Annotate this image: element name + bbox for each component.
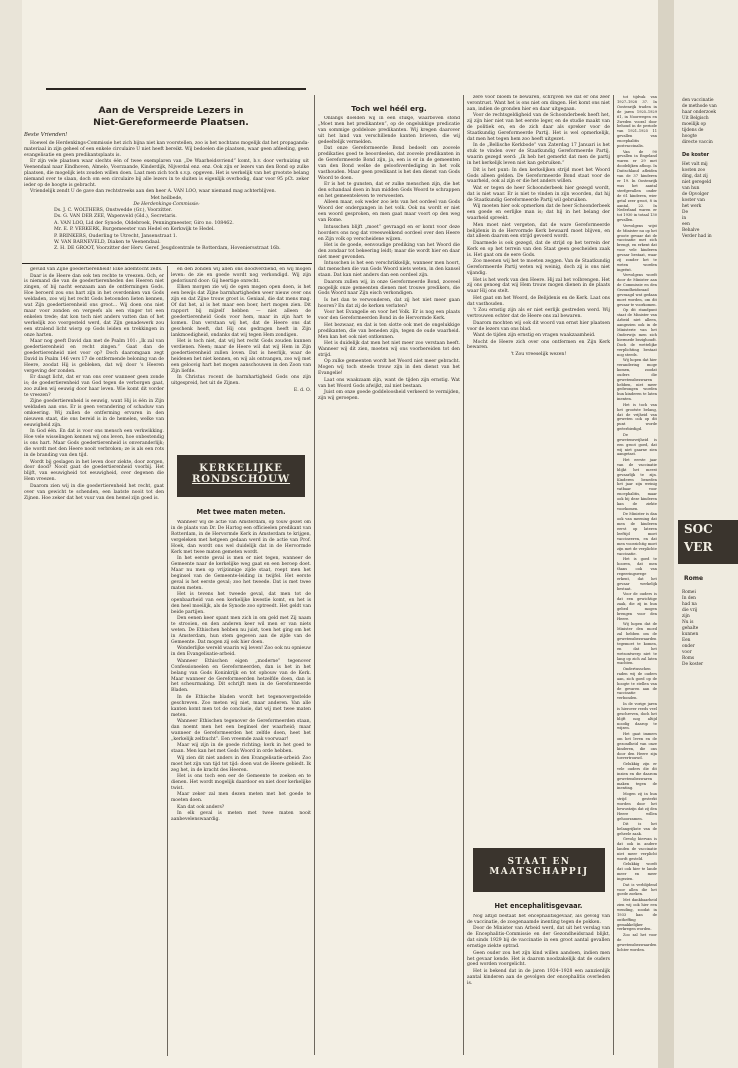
article6-body	[617, 95, 657, 1055]
body-paragraph: Dit is het belangrijkste van de geheele zaak.	[617, 822, 657, 836]
committee-member: Z. H. DE GROOT, Voorzitter der Herv. Geref. Jeugdcentrale te Rotterdam, Hoveniersstraat 16b.	[54, 246, 281, 252]
text-line: Romei	[682, 590, 696, 595]
body-paragraph: Het gaat om het Woord, de Belijdenis en de Kerk. Laat ons dat vasthouden.	[467, 295, 610, 307]
body-paragraph: zere voor bloem te bewaren, schrijven we dat er ons zeer verontrust. Want het is ons niet om dingen. Het komt ons niet aan, indien de gronden hier en daar uitgegaan.	[467, 95, 610, 112]
committee-heading: De Herdenkings-Commissie:	[133, 201, 200, 207]
body-paragraph: Het is toch niet, dat wij het recht Gods zouden kunnen verdienen. Neen; maar de Heere wil dat wij Hem in Zijn goedertierenheid zullen loven. Dat is heerlijk, waar de heidenen het niet kennen, en wij als ontvangen, zoo wij met een geloovig hart het mogen aanschouwen in den Zoon van Zijn liefde.	[171, 339, 311, 374]
text-line: directe vaccin	[682, 140, 713, 145]
text-line: haar onderzoek	[682, 110, 717, 115]
divider	[22, 263, 312, 264]
newspaper-page	[22, 0, 658, 1068]
body-paragraph: Het bezwaar, en dat is ten slotte ook met de ongelukkige predikanten, die van beneden zijn, tegen de oude waarheid. Men kan het ook niet ontkennen.	[318, 322, 460, 340]
body-paragraph: Gelukkig zijn er vele ouders die dit inzien en die daarom gewetensbezwaren maken tegen de inenting.	[617, 761, 657, 791]
text-line: van hun	[682, 185, 700, 191]
article1-body-column-2	[171, 267, 311, 453]
text-line: gehalte	[682, 626, 699, 631]
article4-body	[467, 95, 610, 843]
intro-paragraph: Vriendelijk zendt U de gave dan rechtstreeks aan den heer A. VAN LOO, waar niemand mag achterblijven.	[30, 189, 276, 195]
body-paragraph: Daarom mochten wij ook dit woord van ernst hier plaatsen voor de lezers van ons blad.	[467, 320, 610, 332]
body-paragraph: Wat er tegen de heer Schoonderbeek hier gezegd wordt, dat is niet waar. Er is niet te vinden in zijn woorden, dat hij de Staatkundig Gereformeerde Partij wil gebruiken.	[467, 185, 610, 203]
article2-title: Met twee maten meten.	[196, 508, 286, 516]
text-line: Uit Belgisch	[682, 116, 709, 121]
staat-en-maatschappij-banner	[473, 848, 605, 892]
body-paragraph: In de Ethische bladen wordt het tegenovergestelde geschreven. Zoo meten wij niet, maar anderen. Van alle kanten komt men tot de conclusie, dat wij met twee maten meten.	[171, 694, 311, 718]
body-paragraph: Daarom zien wij in die goedertierenheid het recht, gaat over van gewicht te schenden, een laatste nooit tot den Zijnen. Hoe zeker dat het vuur van den hemel zijn goed is.	[24, 483, 164, 501]
body-paragraph: Intusschen is het een verschrikkelijk, wanneer men hoort, dat menschen die van Gods Woord niets weten, in den kansel staan. Dat kan niet anders dan een oordeel zijn.	[318, 261, 460, 279]
body-paragraph: In elk geval is meten met twee maten nooit aanbevelenswaardig.	[171, 811, 311, 823]
text-line: In den	[682, 596, 696, 601]
body-paragraph: Kan dat ook anders?	[177, 804, 225, 810]
text-line: Een	[682, 638, 691, 643]
article1-title-line1: Aan de Verspreide Lezers in	[98, 105, 244, 116]
text-line: voor	[682, 650, 692, 655]
body-paragraph: Onlangs doelden wij in een stukje, waarboven stond „Moet men het predikanten”, op de ongelukkige predicatie van sommige goddeloze predikanten. Wij kregen daarover uit het land van verschillende kanten brieven, die wij gedeeltelijk vermelden.	[318, 116, 460, 145]
body-paragraph: Op dit standpunt staat de Minister van Arbeid niet alleen, aangezien ook in de Ministerie van het Onderwijs men zich hiermede bezighoudt. Doch de wettelijke verplichting bestaat nog steeds.	[617, 308, 657, 357]
text-line: moeilijk op	[682, 122, 706, 127]
greeting: Met heilbede,	[150, 195, 183, 201]
body-paragraph: Gelukkig wordt dat ook hier te lande meer en meer ingezien.	[617, 862, 657, 882]
article3-body	[318, 116, 460, 1056]
text-line: het werk	[682, 203, 702, 209]
text-line: kunnen	[682, 632, 699, 637]
text-line: die vrij	[682, 608, 698, 613]
body-paragraph: Want de tijden zijn ernstig en vragen waakzaamheid.	[473, 333, 596, 339]
body-paragraph: Men moet niet vergeten, dat de ware Gereformeerde belijdenis in de Hervormde Kerk bewaard moet blijven, en dat alleen daarom een strijd gevoerd wordt.	[467, 222, 610, 240]
committee-list	[24, 208, 309, 253]
page-spine	[658, 0, 674, 1068]
body-paragraph: Het is toch van het grootste belang, dat de vrijheid van geweten ook op dit punt worde geëerbiedigd.	[617, 402, 657, 432]
banner-line-2: MAATSCHAPPIJ	[489, 867, 589, 877]
body-paragraph: Het is bekend dat in de jaren 1924–1928 een aanzienlijk aantal kinderen aan de gevolgen der encephalitis overleden is.	[467, 968, 610, 986]
body-paragraph: Gevolg hiervan is dat ook in andere landen de vaccinatie niet meer verplicht wordt gesteld.	[617, 837, 657, 861]
intro-paragraph: Hoewel de Herdenkings-Commissie het zich bijna niet kan voorstellen, zoo is het nochtans mogelijk dat het propaganda-materiaal in zijn geheel of een enkele circulaire U niet heeft bereikt. Wij bedoelen die plaatsen, waar geen afdeeling, geen evangelisatie en geen predikantsplaats is.	[24, 141, 309, 158]
body-paragraph: Elken morgen zie wij de ogen mogen open doen, is het een bewijs dat Zijne barmhartigheden weer nieuw over ons zijn en dat Zijne trouw groot is. Geniaal, die dat mens mag. Of dat het, al is het maar een boer, hert mogen zien. Dit rapport bij mijzelf hebben — niet alleen de goedertierenheid Gods voor hem, maar in zijn hart te komen. Dan verstaan wij het, dat de Heere ons dat geschenk heeft, dat Hij ons gedragen heeft in Zijn lankmoedigheid, ondanks dat wij tegen Hem zondigen.	[171, 285, 311, 338]
body-paragraph: Op zulke gemeenten wordt het Woord niet meer gebracht. Mogen wij toch steeds trouw zijn in den dienst van het Evangelie!	[318, 359, 460, 377]
body-paragraph: Mogen zij in hun strijd gesterkt worden door het bewustzijn dat zij den Heere willen gehoorzamen.	[617, 791, 657, 821]
column-rule	[613, 95, 614, 1055]
kerkelijke-rondschouw-banner	[177, 455, 305, 497]
text-line: de methode van	[682, 104, 717, 109]
adjacent-banner	[678, 520, 738, 564]
banner-text: VER	[684, 540, 713, 554]
body-paragraph: gevuld van Zijne goedertierenheid! Elke ademtocht zelfs.	[30, 267, 163, 272]
body-paragraph: Wordt bij geslagen in het leven door ziekte, door zorgen, door dood? Nooit gaat de goedertierenheid voorbij. Het blijft, van eeuwigheid tot eeuwigheid, over degenen die Hem vreezen.	[24, 459, 164, 483]
banner-line-1: KERKELIJKE	[199, 463, 283, 474]
text-line: hoogte	[682, 134, 697, 139]
body-paragraph: In God één. En dat is voor ons mensch een verkwikking. Hoe vele wisselingen kennen wij ons leven, hoe onbestendig is ons hart. Maar Gods goedertierenheid is onveranderlijk; die wordt met den Heere nooit verbroken; ze is als een rots in de branding van den tijd.	[24, 429, 164, 459]
body-paragraph: Mocht de Heere zich over ons ontfermen en Zijn Kerk bewaren.	[467, 339, 610, 351]
body-paragraph: Juist om onze goede goddeloosheid verkeerd te vermijden, zijn wij geroepen.	[318, 390, 460, 401]
committee-member: Mr. E. P. VERKERK, Burgemeester van Hedel en Kerkwijk te Hedel.	[54, 227, 215, 233]
body-paragraph: In Christus rocent de barmhartigheid Gods ons zijn uitgespreid, het uit de Zijnen.	[171, 375, 311, 386]
body-paragraph: Het eerste jaar van de vaccinatie blijkt het meest gevaarlijk te zijn. Kinderen beneden het jaar zijn weinig vatbaar voor encephalitis, maar ook bij deze kinderen kan de ziekte voorkomen.	[617, 457, 657, 511]
banner-line-1: STAAT EN	[507, 857, 571, 867]
body-paragraph: Alleen maar, ook weder zoo iets van het oordeel van Gods Woord der ondergangen in het volk. Ook nu wordt er niet een woord gesproken, en men gaat maar voort op den weg van Rome.	[318, 200, 460, 224]
body-paragraph: Is het dan te verwonderen, dat zij het niet meer gaan hooren? En dat zij de kerken verlaten?	[318, 297, 460, 309]
adjacent-page-edge	[674, 0, 738, 1068]
body-paragraph: In de „Bellische Kerkbode” van Zaterdag 17 Januari is het stuk te vinden over de Staatkundig Gereformeerde Partij, waarin gezegd werd: „Ik heb het gemerkt dat men de partij in het kerkelijk leven niet kan gebruiken.”	[467, 143, 610, 167]
text-line: in	[682, 215, 687, 221]
body-paragraph: Voor de ouders is dat een gewichtige zaak, die zij in hun gebed mogen brengen voor den Heere.	[617, 592, 657, 621]
body-paragraph: Door de Minister van Arbeid werd, dat uit het verslag van de Encephalitis-Commissie en der Gezondheidsraad blijkt, dat sinds 1929 bij de vaccinatie in een groot aantal gevallen ernstige ziekte optrad.	[467, 926, 610, 950]
body-paragraph: Daar is de Heere dan ook ten rechte te vreezen. Och, er is niemand die van de goedertierenheden des Heeren niet zingen, of bij nacht eenzaam aan de ontfermingen Gods. Hoe beroerd zou ons hart zijn in het overdenken van Gods weldaden, zoo wij het recht Gods betoonden lieten kennen, wat Zijn goedertierenheid ons groot... Wij doen ons niet maar voor zonden en vergeefs als een vinger tot een enkelen trede; dat kon toch niet anders vatten dan of het werkelijk zoo voorgesteld werd, dat Zijn genadewerk zou een stralend licht wierp op Gods leiden en trekkingen in onze harten.	[24, 273, 164, 338]
body-paragraph: Vervolgens wijst de Minister nu op het groote gevaar dat de vaccinatie met zich brengt, en erkent dat voor vele kinderen gevaar bestaat, waar zij zonder het te weten worden ingeënt.	[617, 223, 657, 272]
body-paragraph: Zoo zal het voor de gewetensbezwaarden lichter worden.	[617, 932, 657, 952]
body-paragraph: Het is de goede, eenvoudige prediking van het Woord die den zondaar tot bekeering leidt; maar die wordt hier en daar niet meer gevonden.	[318, 243, 460, 260]
body-paragraph: Daarmede is ook gezegd, dat de strijd op het terrein der Kerk en op het terrein van den Staat geen gescheiden zaak is. Het gaat om de eere Gods.	[467, 240, 610, 258]
body-paragraph: Wanneer wij de actie van Amsterdam, op touw gezet om in de plaats van Dr. De Hartog een officieelen predikant van Rotterdam, in de Hervormde Kerk in Amsterdam te krijgen, vergeleken met hetgeen gedaan werd in de actie van Prof. Hoek, dan wordt ons wel duidelijk dat in de Hervormde Kerk met twee maten gemeten wordt.	[171, 520, 311, 555]
body-paragraph: Het is tevens het tweede geval, dat men tot de openbaarheid van een kerkelijke kwestie komt, en het is den heel moeilijk, als de Synode zoo optreedt. Het geldt van beide partijen.	[171, 592, 311, 615]
body-paragraph: Van de 90 gevallen in Engeland waren er 29 met doodelijken afloop. In Duitschland afleiden van de 37 kinderen er 19. In Oostenrijk was het aantal sterfgevallen onder de 61 kinderen, wier getal zeer groot, 8 in aantal, 22. In Nederland waren er tot 1930 in totaal 130 gevallen.	[617, 149, 657, 223]
body-paragraph: Wij hopen dat hier verandering moge komen, zoodat ouders die gewetensbezwaren hebben, niet meer gedwongen worden hun kinderen te laten inenten.	[617, 358, 657, 402]
article1-title-line2: Niet-Gereformeerde Plaatsen.	[93, 117, 249, 128]
body-paragraph: De Minister is dan ook van meening dat men de kinderen eerst op lateren leeftijd moet vaccineeren, en dat men voorzichtig moet zijn met de verplichte vaccinatie.	[617, 512, 657, 556]
body-paragraph: Daarom zullen wij, in onze Gereformeerde Bond, zooveel mogelijk onze gemeenten dienen met trouwe predikers, die Gods Woord naar Zijn eisch verkondigen.	[318, 279, 460, 297]
body-paragraph: Geen ouder zou het zijn kind willen aandoen, indien men het gevaar kende. Het is daarom noodzakelijk dat de ouders goed worden voorgelicht.	[467, 950, 610, 968]
column-rule	[314, 95, 315, 1055]
text-line: den vaccinatie	[682, 98, 714, 103]
body-paragraph: Het is goed te hooren, dat men thans ook van regeeringswege erkent, dat het gevaar werkelijk bestaat.	[617, 557, 657, 591]
body-paragraph: Dat is verblijdend voor allen die het goede zoeken.	[617, 882, 657, 897]
text-line: De koster	[682, 662, 704, 667]
text-line: tijdens de	[682, 128, 704, 133]
committee-member: P. BRINKERS, Ouderling te Utrecht, Jansenstraat 1.	[54, 233, 178, 239]
body-paragraph: Met dankbaarheid zien wij ook hier een wending, zoodat in 1933 kan de ontheffing gemakkelijker verkregen worden.	[617, 897, 657, 932]
body-paragraph: Wonderlijke wereld waarin wij leven! Zoo ook nu opnieuw in den Evangelisatie-arbeid.	[171, 646, 311, 658]
body-paragraph: Zijne goedertierenheid is eeuwig, want Hij is één in Zijn weldaden aan ons. Er is geen verandering of schaduw van omkeering. Wij zullen de ontferming ervaren in den nieuwen staat, die ons bereid is in de hemelen, welke van eeuwigheid zijn.	[24, 399, 164, 428]
committee-member: A. VAN LOO, Lid der Synode, Oldebroek, Penningmeester, Giro no. 108462.	[54, 220, 234, 226]
body-paragraph: Nog altijd bestaat het encephalitisgevaar, als gevolg van de vaccinatie, de zoogenaamde inenting tegen de pokken.	[467, 914, 610, 925]
text-line: onder	[682, 644, 695, 649]
body-paragraph: Het is duidelijk dat men het niet meer zoo verstaan heeft. Wanneer wij dit zien, moeten wij ons voorbereiden tot den strijd.	[318, 341, 460, 358]
body-paragraph: Dat onze Gereformeerde Bond bedoelt om zoovele predikaties goed te beoordeelen, dat zoovele predikanten in de Gereformeerde Bond zijn, ja, een is er in de gemeenten van den Bond welke de geloofsverdediging in het volk vasthouden. Maar geen predikant is het den dienst van Gods Woord te doen.	[318, 146, 460, 181]
committee-member: Ds. G. VAN DER ZEE, Wapenveld (Gld.), Secretaris.	[54, 214, 177, 220]
article1-body-column-1	[24, 267, 164, 1057]
article5-body	[467, 914, 610, 1056]
text-line: had na	[682, 602, 697, 607]
committee-member: Ds. J. C. WOLTHERS, Onstwedde (Gr.), Voorzitter.	[54, 207, 172, 213]
body-paragraph: Vervolgens wordt door de Minister aan de Commissie en den Gezondheidsraad gevraagd wat gedaan moet worden, om dit gevaar te voorkomen.	[617, 273, 657, 307]
column-rule	[463, 95, 464, 1055]
text-line: een	[682, 221, 690, 227]
body-paragraph: 't Zou ernstig zijn als er niet eerlijk gestreden werd. Wij vertrouwen echter dat de Heere ons zal bewaren.	[467, 308, 610, 320]
body-paragraph: Wij hopen dat de Minister den moed zal hebben om de gewetensbezwaarden tegemoet te komen, en dat het wetsontwerp niet te lang op zich zal laten wachten.	[617, 622, 657, 666]
text-line: kosten zoo	[682, 167, 706, 173]
body-paragraph: Wanneer Ethischen eigen „moderne” tegenover Confessioneelen en Gereformeerden, dan is het in het belang van Gods Koninkrijk en tot opbouw van de Kerk. Maar wanneer de Gereformeerden hetzelfde doen, dan is het scheurmaking. Dit schrijft men in de Gereformeerde Bladen.	[171, 658, 311, 694]
text-line: de Opvolger	[682, 191, 709, 197]
body-paragraph: Ondertusschen raden wij de ouders aan, zich goed op de hoogte te stellen van de gevaren aan de vaccinatie verbonden.	[617, 666, 657, 701]
body-paragraph: Het is ons toch een eer de Gemeente te zoeken en te dienen. Het wordt mogelijk daardoor en niet door kerkelijke twist.	[171, 774, 311, 791]
body-paragraph: Maar nog geeft David dan met de Psalm 101: „Ik zal van goedertierenheid en recht zingen.” Gaat dan de goedertierenheid niet voor op? Doch daaromgaan zegt David in Psalm 146 vers 17 de ontfermende beloning van de Heere, zoodat Hij is gebleken, dat wij door 's Heeren vergeving der zonden.	[24, 339, 164, 374]
article3-title: Toch wel héél erg.	[351, 104, 427, 113]
article5-title: Het encephalitisgevaar.	[494, 902, 583, 910]
body-paragraph: Wij zien dit niet anders in den Evangelisatie-arbeid: Zoo moet het zijn van tijd tot tijd: doen wat de Heere gebiedt. Ik zeg het, in de kracht des Heeren.	[171, 755, 311, 773]
body-paragraph: Het gaat immers om het leven en de gezondheid van onze kinderen, die ons door den Heere zijn toevertrouwd.	[617, 731, 657, 761]
body-paragraph: De gewetensvrijheid is een groot goed, dat wij niet gaarne zien aangetast.	[617, 432, 657, 457]
body-paragraph: Dit is het punt: In den kerkelijken strijd moet het Woord Gods alleen gelden. De Gereformeerde Bond staat voor de waarheid, ook al zijn er die het anders willen.	[467, 167, 610, 185]
text-line: zijn	[682, 614, 690, 619]
body-paragraph: Maar zeker zal men dezen meten met het goede te moeten doen.	[171, 792, 311, 804]
banner-line-2: RONDSCHOUW	[191, 474, 291, 485]
section-heading: Rome	[684, 575, 704, 582]
body-paragraph: tot tijdvak van 1927–1928 37. In Oostenrijk traden in de jaren 1925–1929 61, in Noorwegen en Zweden vooral door behoud in de periode van 1921–1925 11 gevallen van encephalitis postvaccinalis.	[617, 95, 657, 149]
signature: E. d. O.	[293, 387, 311, 393]
text-line: De	[682, 209, 688, 215]
body-paragraph: Den eenen keer spant men zich in om geld met Zij naam te strooien, en den anderen keer wil men er van niets weten. De Ethischen hebben nu juist, toen het ging om het in Amsterdam, hun stem gegeven aan de zijde van de Gemeente. Dat mogen zij ook hier doen.	[171, 616, 311, 645]
body-paragraph: Er daagt licht, dat er van ons over wanneer geen zonde is; de goedertierenheid van God tegen de verborgen gaat, zoo zullen wij eeuwig door haar leven. Wie komt dit vorder te vreezen?	[24, 375, 164, 398]
committee-member: W. VAN BARNEVELD, Diaken te Veenendaal.	[54, 239, 161, 245]
intro-paragraph: Er zijn vele plaatsen waar slechts één of twee exemplaren van „De Waarheidsvriend” komt, b.v. door verhuizing uit Veenendaal naar Eindhoven, Almelo, Voorzaande, Kinderdijk, Nijverdal enz. enz. Ook zijn er lezers van den Bond op zulke plaatsen, die mogelijk iets zouden willen doen. Laat men zich toch s.v.p. opgeven. Het is werkelijk van het grootste belang niemand over te slaan, doch om een circulaire bij alle lezers in te sluiten is eigenlijk overbodig, daar voor 95 pCt. zeker ieder op de hoogte is gebracht.	[24, 159, 309, 188]
salutation: Beste Vrienden!	[24, 132, 68, 138]
column-rule	[167, 266, 168, 1056]
text-line: Verder had in	[682, 233, 712, 239]
adjacent-page-text	[682, 590, 738, 668]
text-line: Roms	[682, 656, 695, 661]
body-paragraph: In de vorige jaren is hierover reeds veel geschreven, doch het blijft nog altijd noodig daarop te wijzen.	[617, 701, 657, 731]
body-paragraph: Zoo meenen wij het te moeten zeggen. Van de Staatkundig Gereformeerde Partij weten wij weinig, doch zij is ons niet vijandig.	[467, 259, 610, 277]
text-line: Nu is	[682, 620, 694, 625]
body-paragraph: Voor het Evangelie en voor het Volk. Er is nog een plaats voor den Gereformeerden Bond in de Hervormde Kerk.	[318, 310, 460, 322]
body-paragraph: In het eerste geval is men er niet tegen, wanneer de Gemeente naar de kerkelijke weg gaat en een beroep doet. Maar nu men op vrijzinnige zijde staat, roept men het beginsel van de Gemeente-leiding in twijfel. Het eerste geval is het eerste geval; zoo het tweede. Dat is met twee maten meten.	[171, 556, 311, 591]
text-line: niet geregeld	[682, 179, 712, 185]
article1-intro	[24, 132, 309, 253]
text-line: ding, dat zij	[682, 173, 708, 179]
body-paragraph: Voor de rechtsgeldigheid van de Schoonderbeek heeft het, zij zijn hier niet van het eerste leger, en de studie maakt van de politiek en, en de zich daar als spreker voor de Staatkundig Gereformeerde Partij. Het is wel opmerkelijk, dat men het tegen hem zoo heeft uitgezet.	[467, 113, 610, 142]
closing-line: 't Zou vreeselijk wezen!	[510, 351, 567, 357]
body-paragraph: Wij moeten hier ook opmerken dat de heer Schoonderbeek een goede en eerlijke man is; dat hij in het belang der waarheid spreekt.	[467, 204, 610, 222]
article2-body	[171, 520, 311, 1056]
body-paragraph: Er is het te gunsten, dat er zulke menschen zijn, die het den schandaal doen in hun midden Gods Woord te schrappen en het gemeenteleven te verwoesten.	[318, 182, 460, 199]
section-heading: De koster	[682, 152, 710, 158]
adjacent-page-text	[682, 98, 738, 240]
text-line: koster van	[682, 197, 705, 203]
body-paragraph: en den zonden wij allen ons doodverdiend, en wij mogen leven: de zie en goede wordt nog verkondigd. Wij zijn gedoriuurd door: Gij heertige onrecht.	[171, 267, 311, 284]
banner-text: SOC	[684, 522, 713, 536]
text-line: Behalve	[682, 227, 700, 233]
body-paragraph: Maar wij zijn in de goede richting; kerk in het goed te staan. Men kan het met Gods Woord in orde hebben.	[171, 743, 311, 755]
top-rule	[46, 88, 306, 90]
body-paragraph: Het is het werk van den Heere. Hij zal het volbrengen. Het zij ons genoeg dat wij Hem trouw mogen dienen in de plaats waar Hij ons stelt.	[467, 277, 610, 295]
body-paragraph: Laat ons waakzaam zijn, want de tijden zijn ernstig. Wat van het Woord Gods afwijkt, zal niet bestaan.	[318, 377, 460, 389]
body-paragraph: Wanneer Ethischen tegenover de Gereformeerden staan, dan noemt men het een beginsel der waarheid; maar wanneer de Gereformeerden het zelfde doen, heet het „kerkelijk zelfzucht”. Een vreemde zaak voorwaar!	[171, 719, 311, 742]
body-paragraph: Intusschen blijft „moet” gevraagd en er komt voor deze hoorders ons nog dat vreeswekkend oordeel over den Heere en Zijn volk op verscheidene wijzen.	[318, 224, 460, 242]
text-line: Het valt mij	[682, 161, 708, 167]
